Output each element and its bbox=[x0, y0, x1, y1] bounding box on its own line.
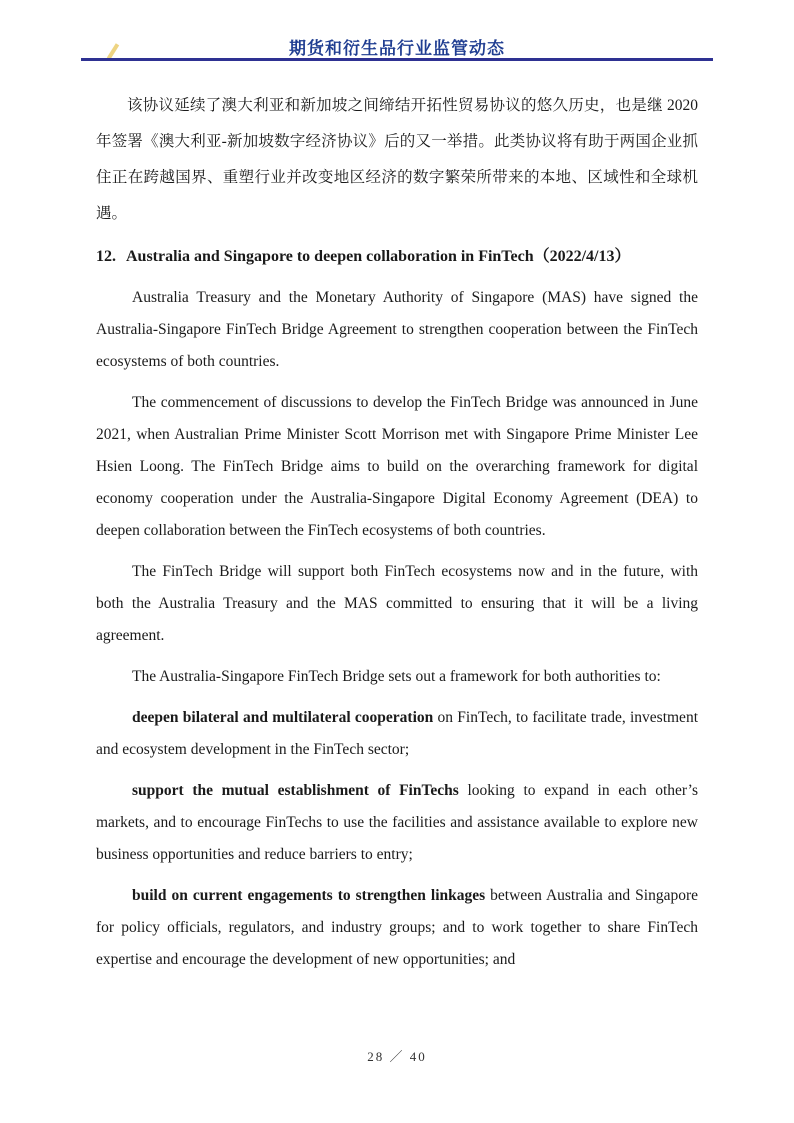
bullet-rest: on FinTech, to facilitate trade, investment and ecosystem development in the FinTech sector; bbox=[96, 709, 698, 758]
paragraph-en: Australia Treasury and the Monetary Authority of Singapore (MAS) have signed the Australia-Singapore FinTech Bridge Agreement to strengthen cooperation between the FinTech ecosystems of both countries. bbox=[96, 289, 698, 370]
paragraph-en: The FinTech Bridge will support both FinTech ecosystems now and in the future, with both the Australia Treasury and the MAS committed to ensuring that it will be a living agreement. bbox=[96, 563, 698, 644]
header-rule-line bbox=[81, 58, 713, 61]
section-number: 12. bbox=[96, 248, 116, 265]
page-footer bbox=[0, 1046, 794, 1065]
bullet-rest: looking to expand in each other’s markets, and to encourage FinTechs to use the facilities and assistance available to explore new business opportunities and reduce barriers to entry; bbox=[96, 782, 698, 863]
bullet-paragraph bbox=[96, 775, 698, 871]
document-body bbox=[96, 88, 698, 985]
bullet-rest: between Australia and Singapore for policy officials, regulators, and industry groups; and to work together to share FinTech expertise and encourage the development of new opportunities; and bbox=[96, 887, 698, 968]
paragraph-chinese-intro: 该协议延续了澳大利亚和新加坡之间缔结开拓性贸易协议的悠久历史，也是继 2020 年签署《澳大利亚-新加坡数字经济协议》后的又一举措。此类协议将有助于两国企业抓住正在跨越国界、重塑行业并改变地区经济的数字繁荣所带来的本地、区域性和全球机遇。 bbox=[96, 97, 698, 222]
paragraph-en: The commencement of discussions to develop the FinTech Bridge was announced in June 2021, when Australian Prime Minister Scott Morrison met with Singapore Prime Minister Lee Hsien Loong. The FinTech Bridge aims to build on the overarching framework for digital economy cooperation under the Australia-Singapore Digital Economy Agreement (DEA) to deepen collaboration between the FinTech ecosystems of both countries. bbox=[96, 394, 698, 539]
bullet-bold-lead: deepen bilateral and multilateral cooperation bbox=[132, 709, 434, 726]
section-title: Australia and Singapore to deepen collaboration in FinTech（2022/4/13） bbox=[126, 248, 631, 265]
section-heading bbox=[96, 242, 698, 272]
bullet-paragraph bbox=[96, 702, 698, 766]
page-number: 28 ／ 40 bbox=[367, 1049, 427, 1064]
bullet-bold-lead: support the mutual establishment of FinTechs bbox=[132, 782, 459, 799]
page-header bbox=[0, 0, 794, 62]
paragraph-en: The Australia-Singapore FinTech Bridge sets out a framework for both authorities to: bbox=[132, 668, 661, 685]
bullet-bold-lead: build on current engagements to strengthen linkages bbox=[132, 887, 486, 904]
header-title: 期货和衍生品行业监管动态 bbox=[289, 39, 505, 58]
bullet-paragraph bbox=[96, 880, 698, 976]
